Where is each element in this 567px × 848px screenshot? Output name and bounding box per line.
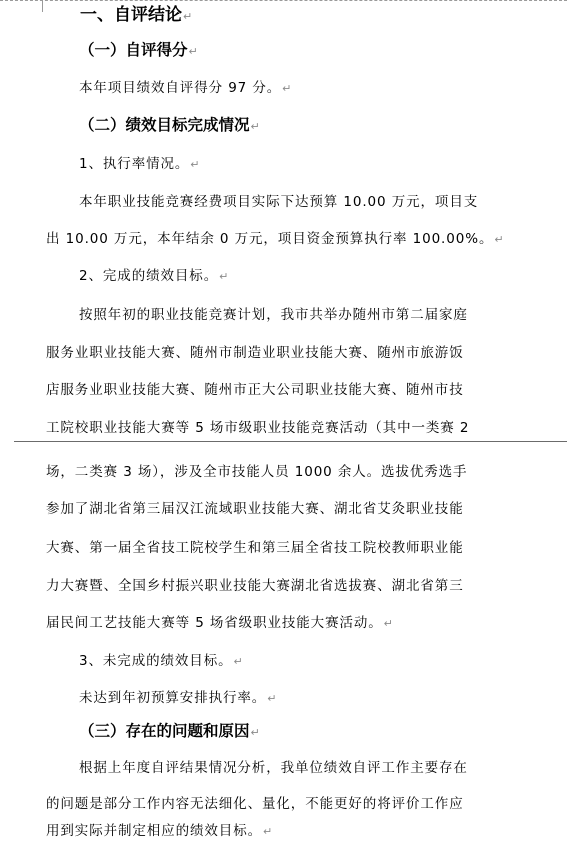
paragraph-mark: ↵ xyxy=(383,617,394,630)
paragraph-mark: ↵ xyxy=(233,655,244,668)
item1-line: 本年职业技能竞赛经费项目实际下达预算 10.00 万元，项目支 xyxy=(79,194,479,210)
item2-line: 按照年初的职业技能竞赛计划，我市共举办随州市第二届家庭 xyxy=(79,307,468,323)
problem-line: 的问题是部分工作内容无法细化、量化，不能更好的将评价工作应 xyxy=(46,796,464,812)
score-text: 本年项目绩效自评得分 97 分。↵ xyxy=(79,80,293,96)
item1-title: 1、执行率情况。↵ xyxy=(79,156,201,172)
item1-line: 出 10.00 万元，本年结余 0 万元，项目资金预算执行率 100.00%。↵ xyxy=(46,231,505,247)
item2-line: 参加了湖北省第三届汉江流域职业技能大赛、湖北省艾灸职业技能 xyxy=(46,501,464,517)
paragraph-mark: ↵ xyxy=(267,692,278,705)
subheading-goal-completion: （二）绩效目标完成情况↵ xyxy=(79,116,260,134)
item2-line: 力大赛暨、全国乡村振兴职业技能大赛湖北省选拔赛、湖北省第三 xyxy=(46,578,464,594)
item2-title: 2、完成的绩效目标。↵ xyxy=(79,268,230,284)
item2-line: 工院校职业技能大赛等 5 场市级职业技能竞赛活动（其中一类赛 2 xyxy=(46,420,470,436)
paragraph-mark: ↵ xyxy=(250,120,260,133)
item3-line: 未达到年初预算安排执行率。↵ xyxy=(79,690,278,706)
section-heading: 一、自评结论↵ xyxy=(80,5,193,25)
problem-line: 用到实际并制定相应的绩效目标。↵ xyxy=(46,823,274,839)
item2-line: 届民间工艺技能大赛等 5 场省级职业技能大赛活动。↵ xyxy=(46,615,394,631)
paragraph-mark: ↵ xyxy=(219,270,230,283)
subheading-problems: （三）存在的问题和原因↵ xyxy=(79,722,260,740)
paragraph-mark: ↵ xyxy=(183,10,193,23)
paragraph-mark: ↵ xyxy=(188,45,198,58)
paragraph-mark: ↵ xyxy=(282,82,293,95)
page-top-boundary xyxy=(0,0,567,2)
item2-line: 服务业职业技能大赛、随州市制造业职业技能大赛、随州市旅游饭 xyxy=(46,345,464,361)
paragraph-mark: ↵ xyxy=(250,726,260,739)
item2-line: 店服务业职业技能大赛、随州市正大公司职业技能大赛、随州市技 xyxy=(46,382,464,398)
page-break-line xyxy=(14,441,567,442)
item2-line: 场，二类赛 3 场），涉及全市技能人员 1000 余人。选拔优秀选手 xyxy=(46,464,468,480)
problem-line: 根据上年度自评结果情况分析，我单位绩效自评工作主要存在 xyxy=(79,760,468,776)
paragraph-mark: ↵ xyxy=(263,825,274,838)
item2-line: 大赛、第一届全省技工院校学生和第三届全省技工院校教师职业能 xyxy=(46,540,464,556)
paragraph-mark: ↵ xyxy=(494,233,505,246)
item3-title: 3、未完成的绩效目标。↵ xyxy=(79,653,244,669)
paragraph-mark: ↵ xyxy=(190,158,201,171)
margin-corner-mark xyxy=(42,0,43,12)
subheading-self-score: （一）自评得分↵ xyxy=(79,41,198,59)
